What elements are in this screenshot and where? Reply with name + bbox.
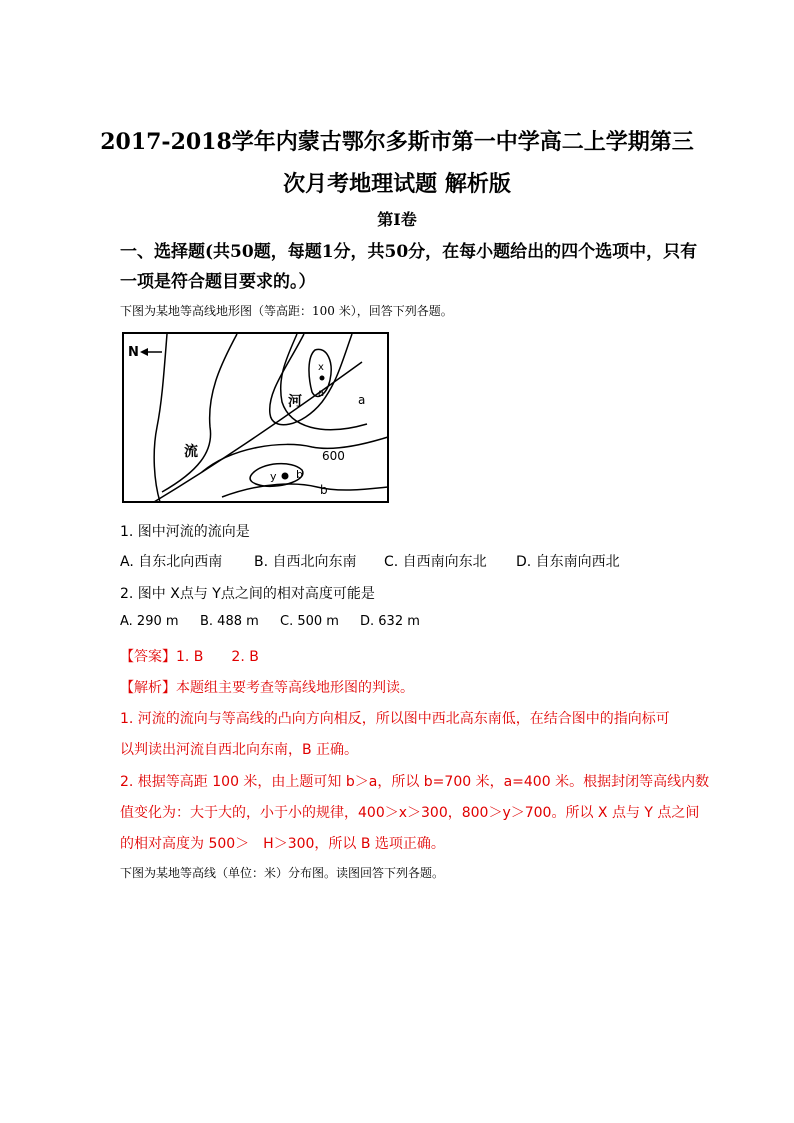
explanation-2-line1: 2. 根据等高距 100 米，由上题可知 b＞a，所以 b=700 米，a=400 米。根据封闭等高线内数 <box>120 774 710 790</box>
point-x-marker <box>320 376 325 381</box>
label-a: a <box>358 393 366 407</box>
q1-option-d[interactable]: D. 自东南向西北 <box>516 554 620 570</box>
q2-option-a[interactable]: A. 290 m <box>120 614 179 629</box>
question-1-options <box>120 551 680 571</box>
q1-option-c[interactable]: C. 自西南向东北 <box>384 554 487 570</box>
label-x: x <box>318 362 324 373</box>
label-y: y <box>270 470 277 483</box>
river-label-1: 河 <box>288 394 302 410</box>
label-b: b <box>320 483 328 497</box>
analysis-heading: 【解析】本题组主要考查等高线地形图的判读。 <box>120 680 414 696</box>
explanation-1-line1: 1. 河流的流向与等高线的凸向方向相反，所以图中西北高东南低，在结合图中的指向标可 <box>120 711 670 727</box>
explanation-2-line3: 的相对高度为 500＞ H＞300，所以 B 选项正确。 <box>120 836 445 852</box>
north-label: N <box>128 345 139 360</box>
document-title-line1: 2017-2018学年内蒙古鄂尔多斯市第一中学高二上学期第三 <box>100 129 694 155</box>
q2-option-b[interactable]: B. 488 m <box>200 614 259 629</box>
contour-map <box>122 332 390 504</box>
volume-heading: 第Ⅰ卷 <box>377 210 417 229</box>
q1-option-a[interactable]: A. 自东北向西南 <box>120 554 223 570</box>
label-a-inner: a <box>318 388 325 399</box>
q2-option-c[interactable]: C. 500 m <box>280 614 339 629</box>
q1-option-b[interactable]: B. 自西北向东南 <box>254 554 357 570</box>
section-heading-line2: 一项是符合题目要求的。） <box>120 272 316 292</box>
question-1-stem: 1. 图中河流的流向是 <box>120 524 250 540</box>
river-label-2: 流 <box>184 444 198 460</box>
section-heading-line1: 一、选择题(共50题，每题1分，共50分，在每小题给出的四个选项中，只有 <box>120 242 698 262</box>
label-b-inner: b <box>296 468 303 481</box>
document-title-line2: 次月考地理试题 解析版 <box>283 171 511 197</box>
question-intro-2: 下图为某地等高线（单位：米）分布图。读图回答下列各题。 <box>120 866 445 880</box>
q2-option-d[interactable]: D. 632 m <box>360 614 420 629</box>
question-intro-1: 下图为某地等高线地形图（等高距：100 米），回答下列各题。 <box>120 304 453 318</box>
point-y-marker <box>282 473 289 480</box>
question-2-options <box>120 614 520 634</box>
label-600: 600 <box>322 449 345 463</box>
question-2-stem: 2. 图中 X点与 Y点之间的相对高度可能是 <box>120 586 375 602</box>
map-frame <box>123 333 388 502</box>
answer-line: 【答案】1. B 2. B <box>120 649 259 665</box>
explanation-1-line2: 以判读出河流自西北向东南，B 正确。 <box>120 742 359 758</box>
explanation-2-line2: 值变化为：大于大的，小于小的规律，400＞x＞300，800＞y＞700。所以 X 点与 Y 点之间 <box>120 805 700 821</box>
